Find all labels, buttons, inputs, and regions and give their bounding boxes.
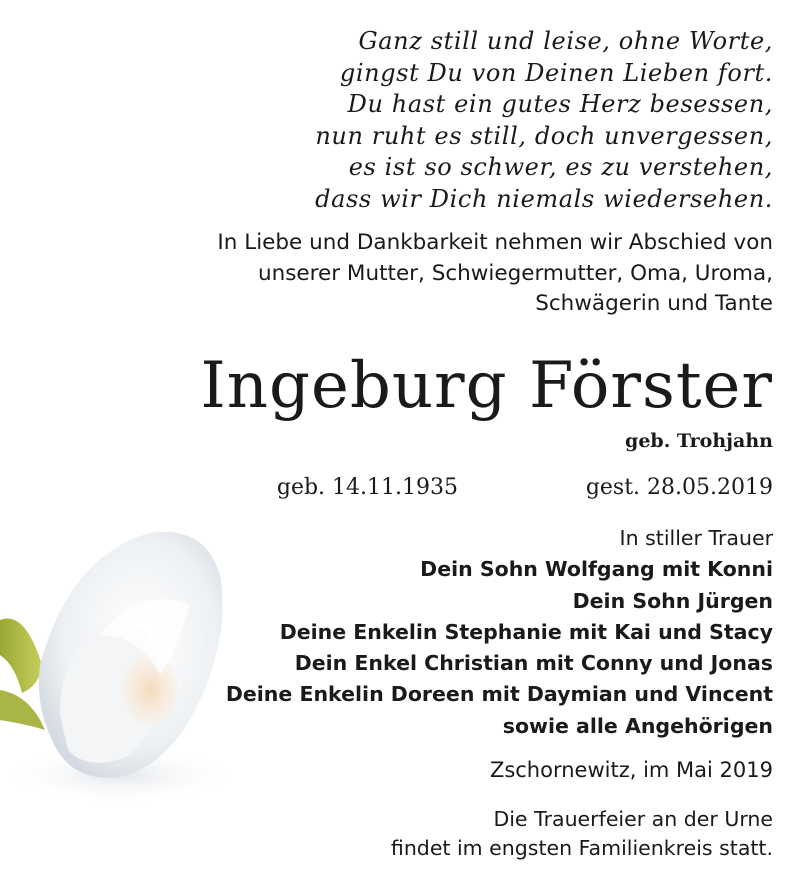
list-item: Dein Sohn Jürgen — [572, 588, 773, 613]
list-item: Dein Enkel Christian mit Conny und Jonas — [294, 651, 773, 676]
poem-line: Ganz still und leise, ohne Worte, — [358, 27, 773, 55]
white-rose-icon — [0, 515, 230, 815]
intro-line: Schwägerin und Tante — [535, 291, 773, 316]
deceased-name: Ingeburg Förster — [200, 349, 773, 423]
intro-line: unserer Mutter, Schwiegermutter, Oma, Uroma, — [257, 260, 773, 286]
poem-line: nun ruht es still, doch unvergessen, — [315, 121, 773, 150]
birth-date: geb. 14.11.1935 — [276, 475, 458, 500]
list-item: Deine Enkelin Stephanie mit Kai und Stacy — [279, 619, 773, 644]
mourners-list — [226, 523, 773, 742]
list-item: Dein Sohn Wolfgang mit Konni — [420, 557, 773, 582]
mourning-lead: In stiller Trauer — [619, 526, 773, 550]
list-item: Deine Enkelin Doreen mit Daymian und Vincent — [225, 682, 773, 707]
funeral-line: Die Trauerfeier an der Urne — [493, 807, 773, 831]
poem — [315, 26, 773, 215]
list-item: sowie alle Angehörigen — [502, 713, 773, 738]
maiden-name: geb. Trohjahn — [625, 430, 773, 452]
poem-line: gingst Du von Deinen Lieben fort. — [339, 58, 773, 87]
life-dates — [0, 475, 773, 509]
poem-line: dass wir Dich niemals wiedersehen. — [315, 184, 773, 213]
funeral-note — [391, 805, 773, 863]
farewell-intro — [217, 228, 773, 320]
poem-line: es ist so schwer, es zu verstehen, — [348, 153, 773, 181]
death-date: gest. 28.05.2019 — [585, 475, 773, 500]
intro-line: In Liebe und Dankbarkeit nehmen wir Abschied von — [217, 230, 773, 255]
poem-line: Du hast ein gutes Herz besessen, — [347, 90, 773, 118]
place-and-date: Zschornewitz, im Mai 2019 — [489, 758, 773, 782]
funeral-line: findet im engsten Familienkreis statt. — [390, 836, 773, 860]
